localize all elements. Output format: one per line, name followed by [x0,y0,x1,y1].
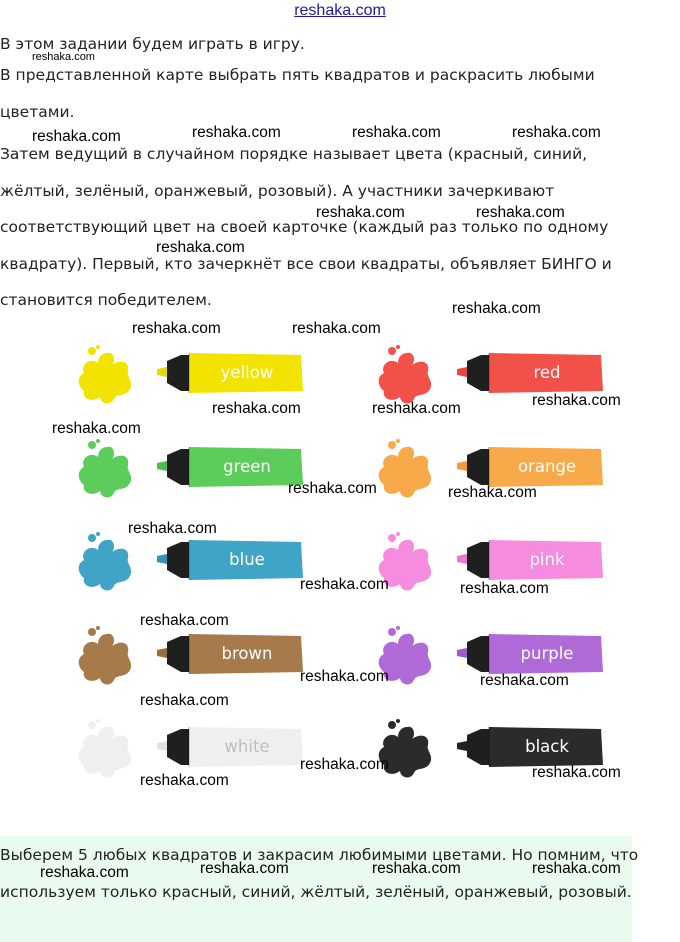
paint-splash-blue [72,532,142,592]
marker-white [155,725,305,769]
watermark: reshaka.com [156,239,245,256]
watermark: reshaka.com [128,520,217,537]
watermark: reshaka.com [316,204,405,221]
watermark: reshaka.com [40,864,129,881]
marker-pink [455,538,605,582]
watermark: reshaka.com [192,124,281,141]
marker-label: blue [229,550,265,569]
paint-splash-green [72,439,142,499]
watermark: reshaka.com [448,484,537,501]
marker-label: white [224,737,270,756]
marker-brown [155,632,305,676]
watermark: reshaka.com [532,764,621,781]
watermark: reshaka.com [32,51,95,63]
watermark: reshaka.com [140,772,229,789]
watermark: reshaka.com [460,580,549,597]
site-header-link[interactable]: reshaka.com [294,2,386,19]
watermark: reshaka.com [212,400,301,417]
marker-purple [455,632,605,676]
watermark: reshaka.com [452,300,541,317]
marker-label: pink [529,550,565,569]
watermark: reshaka.com [300,576,389,593]
watermark: reshaka.com [288,480,377,497]
watermark: reshaka.com [372,860,461,877]
marker-label: brown [221,644,273,663]
watermark: reshaka.com [352,124,441,141]
marker-label: green [223,457,271,476]
watermark: reshaka.com [140,692,229,709]
paint-splash-white [72,719,142,779]
marker-black [455,725,605,769]
watermark: reshaka.com [372,400,461,417]
watermark: reshaka.com [532,392,621,409]
marker-orange [455,445,605,489]
watermark: reshaka.com [132,320,221,337]
marker-label: purple [520,644,574,663]
marker-yellow [155,351,305,395]
paint-splash-yellow [72,345,142,405]
marker-label: red [533,363,561,382]
marker-label: orange [517,457,577,476]
marker-label: yellow [220,363,274,382]
watermark: reshaka.com [292,320,381,337]
answer-paragraph: Выберем 5 любых квадратов и закрасим любимыми цветами. Но помним, что используем только красный, синий, жёлтый, зелёный, оранжевый, розовый. [0,846,639,901]
watermark: reshaka.com [476,204,565,221]
paint-splash-red [372,345,442,405]
watermark: reshaka.com [300,756,389,773]
marker-blue [155,538,305,582]
watermark: reshaka.com [512,124,601,141]
paint-splash-orange [372,439,442,499]
watermark: reshaka.com [140,612,229,629]
watermark: reshaka.com [300,668,389,685]
paint-splash-brown [72,626,142,686]
watermark: reshaka.com [480,672,569,689]
watermark: reshaka.com [200,860,289,877]
task-paragraph: В представленной карте выбрать пять квадратов и раскрасить любыми цветами. [0,66,595,121]
marker-green [155,445,305,489]
watermark: reshaka.com [52,420,141,437]
watermark: reshaka.com [532,860,621,877]
intro-paragraph: В этом задании будем играть в игру. [0,35,305,53]
marker-label: black [525,737,569,756]
watermark: reshaka.com [32,128,121,145]
rules-paragraph: Затем ведущий в случайном порядке называет цвета (красный, синий, жёлтый, зелёный, оранжевый, розовый). А участники зачеркивают соответствующий цвет на своей карточке (каждый раз только по одному квадрату). Первый, кто зачеркнёт все свои квадраты, объявляет БИНГО и становится победителем. [0,145,612,309]
marker-red [455,351,605,395]
